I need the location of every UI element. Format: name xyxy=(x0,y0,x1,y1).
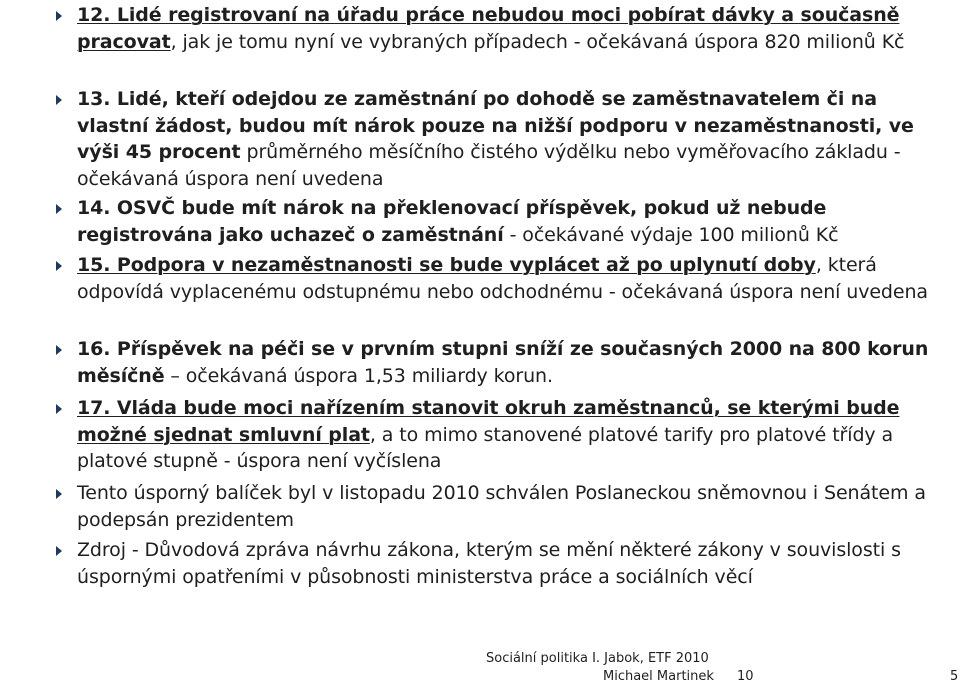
bullet-normal-text: , a to mimo stanovené platové tarify pro platové třídy a platové stupně - úspora není vyčíslena xyxy=(77,423,894,472)
bullet-text xyxy=(77,195,937,248)
triangle-bullet-icon xyxy=(56,546,62,556)
bullet-text xyxy=(77,2,937,55)
triangle-bullet-icon xyxy=(56,11,62,21)
triangle-bullet-icon xyxy=(56,261,62,271)
bullet-normal-text: průměrného měsíčního čistého výdělku nebo vyměřovacího základu - očekávaná úspora není uvedena xyxy=(77,141,901,190)
footer-author: Michael Martinek xyxy=(603,669,714,684)
footer-slide-number: 10 xyxy=(737,669,754,684)
bullet-bold-text: 14. OSVČ bude mít nárok na překlenovací příspěvek, pokud už nebude registrována jako uchazeč o zaměstnání xyxy=(77,197,827,246)
triangle-bullet-icon xyxy=(56,345,62,355)
bullet-text xyxy=(77,395,937,475)
bullet-bold-text: 12. Lidé registrovaní na úřadu práce nebudou moci pobírat dávky a současně pracovat xyxy=(77,4,900,53)
bullet-text xyxy=(77,86,937,192)
bullet-normal-text: Tento úsporný balíček byl v listopadu 2010 schválen Poslaneckou sněmovnou i Senátem a podepsán prezidentem xyxy=(77,482,926,531)
bullet-text xyxy=(77,480,937,533)
bullet-bold-text: 17. Vláda bude moci nařízením stanovit okruh zaměstnanců, se kterými bude možné sjednat smluvní plat xyxy=(77,397,900,446)
bullet-normal-text: , která odpovídá vyplacenému odstupnému nebo odchodnému - očekávaná úspora není uvedena xyxy=(77,254,928,303)
bullet-bold-text: 13. Lidé, kteří odejdou ze zaměstnání po dohodě se zaměstnavatelem či na vlastní žádost, budou mít nárok pouze na nižší podporu v nezaměstnanosti, ve výši 45 procent xyxy=(77,88,914,163)
bullet-normal-text: – očekávaná úspora 1,53 miliardy korun. xyxy=(164,364,553,387)
bullet-normal-text: , jak je tomu nyní ve vybraných případech - očekávaná úspora 820 milionů Kč xyxy=(170,30,905,53)
bullet-text xyxy=(77,336,937,389)
bullet-bold-text: 15. Podpora v nezaměstnanosti se bude vyplácet až po uplynutí doby xyxy=(77,254,816,276)
triangle-bullet-icon xyxy=(56,204,62,214)
triangle-bullet-icon xyxy=(56,95,62,105)
bullet-bold-text: 16. Příspěvek na péči se v prvním stupni sníží ze současných 2000 na 800 korun měsíčně xyxy=(77,338,929,387)
footer-course: Sociální politika I. Jabok, ETF 2010 xyxy=(486,651,709,666)
triangle-bullet-icon xyxy=(56,404,62,414)
bullet-normal-text: - očekávané výdaje 100 milionů Kč xyxy=(503,223,839,246)
bullet-text xyxy=(77,252,937,305)
bullet-text xyxy=(77,537,937,590)
triangle-bullet-icon xyxy=(56,489,62,499)
bullet-normal-text: Zdroj - Důvodová zpráva návrhu zákona, kterým se mění některé zákony v souvislosti s úspornými opatřeními v působnosti ministerstva práce a sociálních věcí xyxy=(77,539,901,588)
footer-page-number: 5 xyxy=(950,669,959,684)
